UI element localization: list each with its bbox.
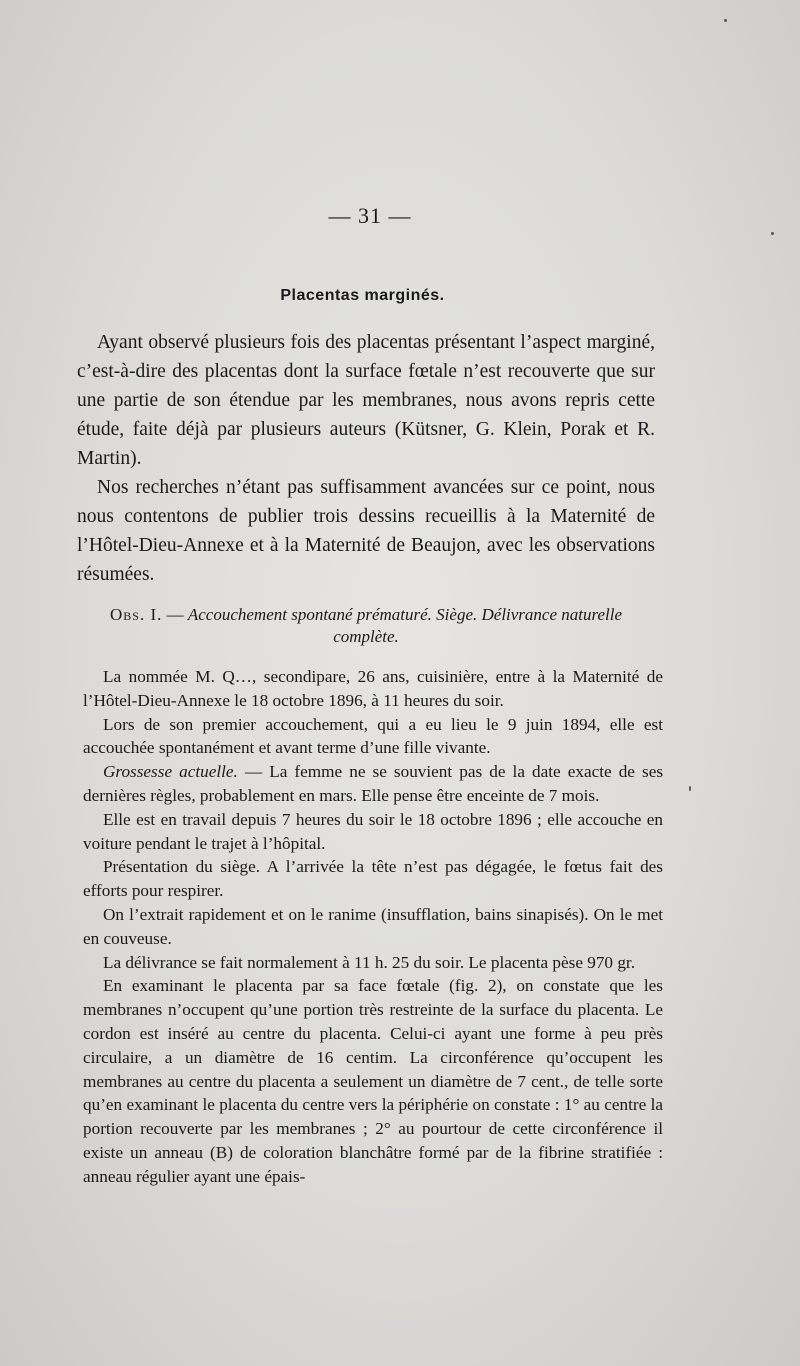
observation-paragraph: Lors de son premier accouchement, qui a eu lieu le 9 juin 1894, elle est accouchée spontanément et avant terme d’une fille vivante. <box>83 714 663 758</box>
section-title: Placentas marginés. <box>280 287 445 304</box>
paper-speck <box>771 232 774 235</box>
paper-speck <box>724 19 727 22</box>
page-number: — 31 — <box>328 203 412 228</box>
observation-paragraph: Présentation du siège. A l’arrivée la tête n’est pas dégagée, le fœtus fait des efforts pour respirer. <box>83 857 663 901</box>
observation-title-continued: complète. <box>333 627 399 646</box>
observation-heading <box>77 604 655 648</box>
observation-paragraph <box>83 760 663 808</box>
intro-paragraph: Nos recherches n’étant pas suffisamment avancées sur ce point, nous nous contentons de publier trois dessins recueillis à la Maternité de l’Hôtel-Dieu-Annexe et à la Maternité de Beaujon, avec les observations résumées. <box>77 477 655 585</box>
pregnancy-text: — La femme ne se souvient pas de la date exacte de ses dernières règles, probablement en mars. Elle pense être enceinte de 7 mois. <box>83 762 664 805</box>
observation-label: Obs. I. <box>109 605 163 624</box>
observation-paragraph: En examinant le placenta par sa face fœtale (fig. 2), on constate que les membranes n’occupent qu’une portion très restreinte de la surface du placenta. Le cordon est inséré au centre du placenta. Celui-ci ayant une forme à peu près circulaire, a un diamètre de 16 centim. La circonférence qu’occupent les membranes au centre du placenta a seulement un diamètre de 7 cent., de telle sorte qu’en examinant le placenta du centre vers la périphérie on constate : 1° au centre la portion recouverte par les membranes ; 2° au pourtour de cette circonférence il existe un anneau (B) de coloration blanchâtre formé par de la fibrine stratifiée : anneau régulier ayant une épais- <box>83 976 663 1186</box>
observation-paragraph: La délivrance se fait normalement à 11 h. 25 du soir. Le placenta pèse 970 gr. <box>103 952 635 972</box>
intro-text <box>77 328 655 589</box>
paper-speck <box>689 786 691 791</box>
observation-paragraph: Elle est en travail depuis 7 heures du soir le 18 octobre 1896 ; elle accouche en voiture pendant le trajet à l’hôpital. <box>83 809 663 853</box>
observation-paragraph: La nommée M. Q…, secondipare, 26 ans, cuisinière, entre à la Maternité de l’Hôtel-Dieu-Annexe le 18 octobre 1896, à 11 heures du soir. <box>83 667 663 710</box>
intro-paragraph: Ayant observé plusieurs fois des placentas présentant l’aspect marginé, c’est-à-dire des placentas dont la surface fœtale n’est recouverte que sur une partie de son étendue par les membranes, nous avons repris cette étude, faite déjà par plusieurs auteurs (Kütsner, G. Klein, Porak et R. Martin). <box>77 332 655 469</box>
observation-title: Accouchement spontané prématuré. Siège. Délivrance naturelle <box>187 605 623 624</box>
observation-body <box>83 665 663 1189</box>
observation-dash: — <box>166 605 184 624</box>
pregnancy-label: Grossesse actuelle. <box>103 762 238 782</box>
observation-paragraph: On l’extrait rapidement et on le ranime (insufflation, bains sinapisés). On le met en couveuse. <box>83 904 663 948</box>
